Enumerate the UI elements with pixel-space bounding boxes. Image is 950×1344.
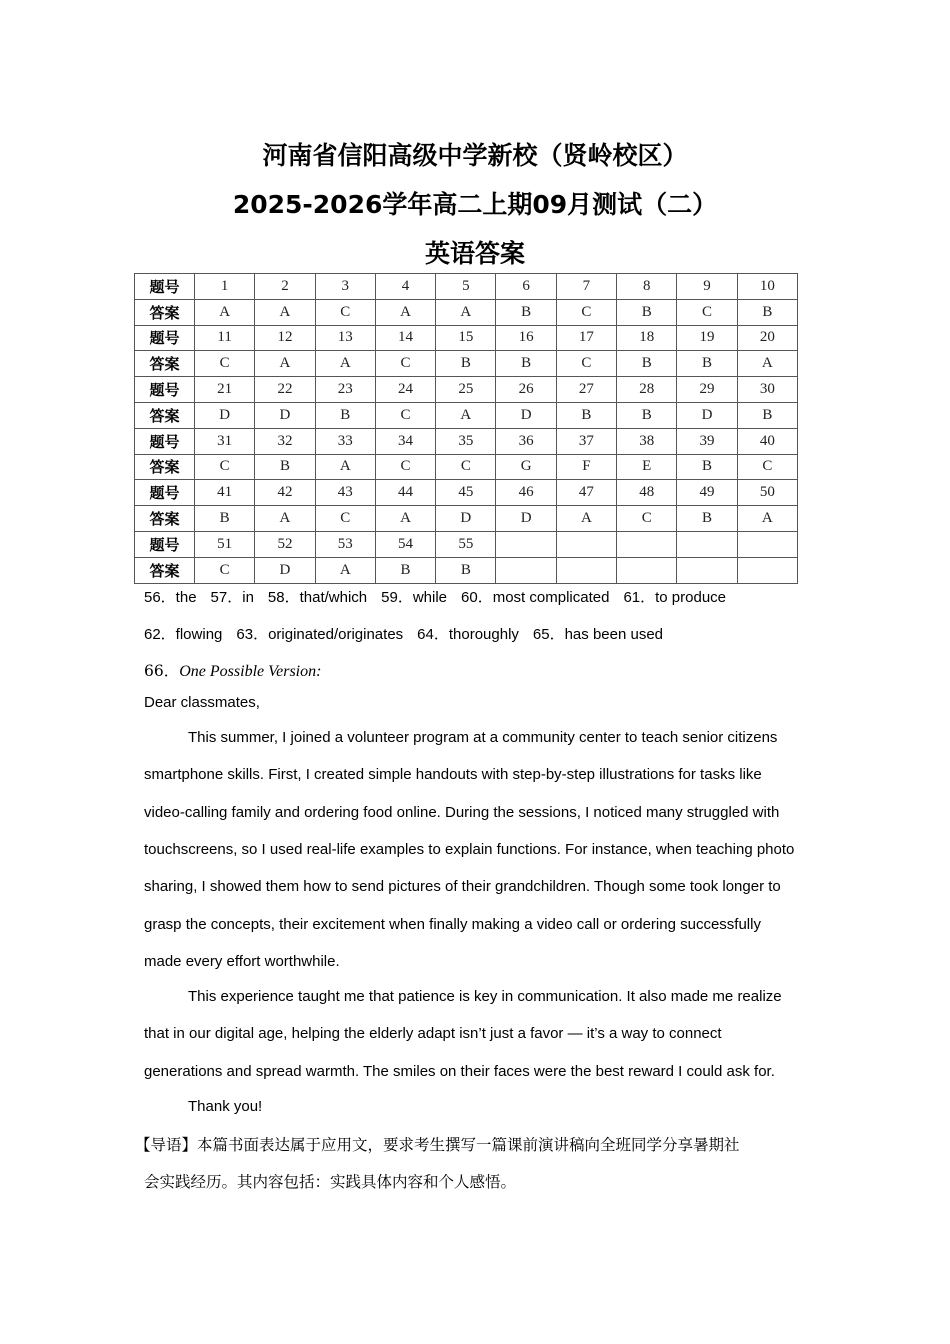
question-number-cell xyxy=(737,531,797,557)
greeting: Dear classmates, xyxy=(144,694,260,711)
question-number-cell: 14 xyxy=(375,325,435,351)
answer-row-label: 答案 xyxy=(135,454,195,480)
answer-cell: B xyxy=(617,402,677,428)
question-number-cell: 26 xyxy=(496,377,556,403)
answer-cell: B xyxy=(496,351,556,377)
answer-cell: B xyxy=(677,351,737,377)
version-label: One Possible Version: xyxy=(179,663,322,680)
essay-line: that in our digital age, helping the elderly adapt isn’t just a favor — it’s a way to connect xyxy=(144,1025,722,1043)
fill-in-answer: 57．in xyxy=(210,589,254,606)
answer-cell: B xyxy=(677,506,737,532)
answer-cell xyxy=(496,557,556,583)
answer-cell: B xyxy=(737,402,797,428)
answer-cell: B xyxy=(255,454,315,480)
fill-in-answer: 56．the xyxy=(144,589,197,606)
answer-cell: C xyxy=(556,351,616,377)
answer-cell: A xyxy=(315,557,375,583)
number-row xyxy=(135,274,798,300)
question-number-cell: 12 xyxy=(255,325,315,351)
answer-row xyxy=(135,506,798,532)
question-number: 66． xyxy=(144,662,180,680)
answer-cell: B xyxy=(195,506,255,532)
answer-cell: D xyxy=(436,506,496,532)
question-number-cell: 6 xyxy=(496,274,556,300)
question-number-cell: 35 xyxy=(436,428,496,454)
answer-cell: C xyxy=(556,299,616,325)
answer-cell: A xyxy=(315,351,375,377)
question-number-cell: 4 xyxy=(375,274,435,300)
answer-cell: B xyxy=(617,299,677,325)
question-number-cell: 43 xyxy=(315,480,375,506)
answer-cell: B xyxy=(496,299,556,325)
answer-cell: B xyxy=(737,299,797,325)
essay-line: generations and spread warmth. The smiles on their faces were the best reward I could ask for. xyxy=(144,1062,775,1080)
answer-row-label: 答案 xyxy=(135,299,195,325)
answer-row xyxy=(135,299,798,325)
answer-cell: A xyxy=(375,506,435,532)
answer-row xyxy=(135,557,798,583)
essay-line: video-calling family and ordering food online. During the sessions, I noticed many struggled with xyxy=(144,803,780,821)
answer-cell xyxy=(617,557,677,583)
question-number-cell: 28 xyxy=(617,377,677,403)
answer-table xyxy=(134,273,798,584)
number-row-label: 题号 xyxy=(135,428,195,454)
question-number-cell: 16 xyxy=(496,325,556,351)
question-number-cell xyxy=(556,531,616,557)
answer-cell: B xyxy=(375,557,435,583)
answer-cell: D xyxy=(496,402,556,428)
question-number-cell: 9 xyxy=(677,274,737,300)
answer-cell: A xyxy=(255,299,315,325)
fill-in-answer: 63．originated/originates xyxy=(236,626,404,643)
question-number-cell: 42 xyxy=(255,480,315,506)
question-number-cell: 33 xyxy=(315,428,375,454)
school-title: 河南省信阳高级中学新校（贤岭校区） xyxy=(262,141,688,170)
answer-cell: C xyxy=(737,454,797,480)
guide-line-1: 【导语】本篇书面表达属于应用文，要求考生撰写一篇课前演讲稿向全班同学分享暑期社 xyxy=(135,1136,740,1154)
answer-row xyxy=(135,402,798,428)
question-number-cell: 36 xyxy=(496,428,556,454)
question-number-cell: 8 xyxy=(617,274,677,300)
question-number-cell: 21 xyxy=(195,377,255,403)
exam-title: 2025-2026学年高二上期09月测试（二） xyxy=(232,190,718,219)
subject-title: 英语答案 xyxy=(424,239,525,268)
answer-cell: A xyxy=(436,402,496,428)
answer-cell: A xyxy=(556,506,616,532)
answer-cell: C xyxy=(617,506,677,532)
question-number-cell: 40 xyxy=(737,428,797,454)
question-number-cell: 38 xyxy=(617,428,677,454)
fill-in-answer: 64．thoroughly xyxy=(417,626,519,643)
number-row xyxy=(135,377,798,403)
answer-row-label: 答案 xyxy=(135,506,195,532)
question-number-cell: 17 xyxy=(556,325,616,351)
question-number-cell: 49 xyxy=(677,480,737,506)
answer-cell: A xyxy=(375,299,435,325)
number-row-label: 题号 xyxy=(135,325,195,351)
answer-cell: C xyxy=(375,402,435,428)
answer-cell xyxy=(677,557,737,583)
answer-cell: D xyxy=(255,402,315,428)
question-number-cell: 54 xyxy=(375,531,435,557)
number-row xyxy=(135,480,798,506)
answer-cell: B xyxy=(436,557,496,583)
question-number-cell: 25 xyxy=(436,377,496,403)
fill-in-answer: 61．to produce xyxy=(623,589,727,606)
question-number-cell: 24 xyxy=(375,377,435,403)
fill-in-answer: 59．while xyxy=(381,589,448,606)
answer-cell: C xyxy=(195,557,255,583)
question-number-cell: 47 xyxy=(556,480,616,506)
answer-cell: A xyxy=(737,506,797,532)
question-number-cell: 52 xyxy=(255,531,315,557)
question-number-cell: 53 xyxy=(315,531,375,557)
answer-cell: D xyxy=(496,506,556,532)
question-number-cell xyxy=(496,531,556,557)
answer-cell: F xyxy=(556,454,616,480)
answer-cell: C xyxy=(677,299,737,325)
number-row-label: 题号 xyxy=(135,274,195,300)
number-row xyxy=(135,428,798,454)
essay-line: touchscreens, so I used real-life examples to explain functions. For instance, when teaching photo xyxy=(144,840,795,858)
guide-line-2: 会实践经历。其内容包括：实践具体内容和个人感悟。 xyxy=(144,1173,517,1191)
question-number-cell: 1 xyxy=(195,274,255,300)
question-number-cell: 11 xyxy=(195,325,255,351)
question-number-cell: 39 xyxy=(677,428,737,454)
number-row-label: 题号 xyxy=(135,480,195,506)
answer-cell: C xyxy=(315,506,375,532)
number-row xyxy=(135,531,798,557)
answer-cell: C xyxy=(375,351,435,377)
answer-row xyxy=(135,351,798,377)
question-number-cell: 22 xyxy=(255,377,315,403)
answer-cell: C xyxy=(195,351,255,377)
answer-cell: A xyxy=(195,299,255,325)
answer-cell: B xyxy=(556,402,616,428)
question-number-cell: 50 xyxy=(737,480,797,506)
fill-in-answer: 58．that/which xyxy=(267,589,368,606)
essay-line: sharing, I showed them how to send pictures of their grandchildren. Though some took longer to xyxy=(144,878,781,896)
answer-cell: A xyxy=(255,351,315,377)
question-number-cell: 10 xyxy=(737,274,797,300)
question-number-cell: 20 xyxy=(737,325,797,351)
question-number-cell xyxy=(617,531,677,557)
essay-line: This experience taught me that patience is key in communication. It also made me realize xyxy=(188,988,782,1005)
question-number-cell: 29 xyxy=(677,377,737,403)
fill-in-line-1 xyxy=(144,586,726,607)
fill-in-answer: 60．most complicated xyxy=(461,589,610,606)
answer-row-label: 答案 xyxy=(135,402,195,428)
essay-line: grasp the concepts, their excitement when finally making a video call or ordering successfully xyxy=(144,915,761,933)
answer-row-label: 答案 xyxy=(135,351,195,377)
closing: Thank you! xyxy=(188,1098,263,1115)
answer-cell: D xyxy=(677,402,737,428)
question-number-cell: 23 xyxy=(315,377,375,403)
answer-cell: A xyxy=(436,299,496,325)
answer-cell: B xyxy=(436,351,496,377)
answer-cell: D xyxy=(255,557,315,583)
question-number-cell: 37 xyxy=(556,428,616,454)
answer-cell: A xyxy=(255,506,315,532)
answer-cell: A xyxy=(315,454,375,480)
question-number-cell: 31 xyxy=(195,428,255,454)
answer-row xyxy=(135,454,798,480)
question-number-cell: 2 xyxy=(255,274,315,300)
answer-cell: B xyxy=(315,402,375,428)
writing-heading xyxy=(144,659,321,681)
answer-cell: B xyxy=(677,454,737,480)
answer-cell: C xyxy=(375,454,435,480)
fill-in-answer: 62．flowing xyxy=(144,626,223,643)
question-number-cell: 13 xyxy=(315,325,375,351)
answer-cell xyxy=(556,557,616,583)
essay-line: smartphone skills. First, I created simple handouts with step-by-step illustrations for tasks like xyxy=(144,766,762,784)
question-number-cell: 55 xyxy=(436,531,496,557)
essay-line: This summer, I joined a volunteer program at a community center to teach senior citizens xyxy=(188,729,778,746)
question-number-cell xyxy=(677,531,737,557)
question-number-cell: 48 xyxy=(617,480,677,506)
question-number-cell: 7 xyxy=(556,274,616,300)
question-number-cell: 51 xyxy=(195,531,255,557)
answer-row-label: 答案 xyxy=(135,557,195,583)
question-number-cell: 46 xyxy=(496,480,556,506)
fill-in-line-2 xyxy=(144,623,663,644)
question-number-cell: 41 xyxy=(195,480,255,506)
answer-cell: C xyxy=(315,299,375,325)
answer-cell: D xyxy=(195,402,255,428)
question-number-cell: 15 xyxy=(436,325,496,351)
answer-cell: B xyxy=(617,351,677,377)
answer-cell: C xyxy=(436,454,496,480)
question-number-cell: 44 xyxy=(375,480,435,506)
number-row-label: 题号 xyxy=(135,531,195,557)
question-number-cell: 18 xyxy=(617,325,677,351)
question-number-cell: 3 xyxy=(315,274,375,300)
question-number-cell: 30 xyxy=(737,377,797,403)
answer-cell: C xyxy=(195,454,255,480)
answer-cell: A xyxy=(737,351,797,377)
essay-line: made every effort worthwhile. xyxy=(144,952,340,970)
number-row xyxy=(135,325,798,351)
number-row-label: 题号 xyxy=(135,377,195,403)
question-number-cell: 5 xyxy=(436,274,496,300)
answer-cell: E xyxy=(617,454,677,480)
answer-cell: G xyxy=(496,454,556,480)
question-number-cell: 19 xyxy=(677,325,737,351)
question-number-cell: 32 xyxy=(255,428,315,454)
fill-in-answer: 65．has been used xyxy=(532,626,664,643)
answer-cell xyxy=(737,557,797,583)
question-number-cell: 34 xyxy=(375,428,435,454)
question-number-cell: 27 xyxy=(556,377,616,403)
question-number-cell: 45 xyxy=(436,480,496,506)
